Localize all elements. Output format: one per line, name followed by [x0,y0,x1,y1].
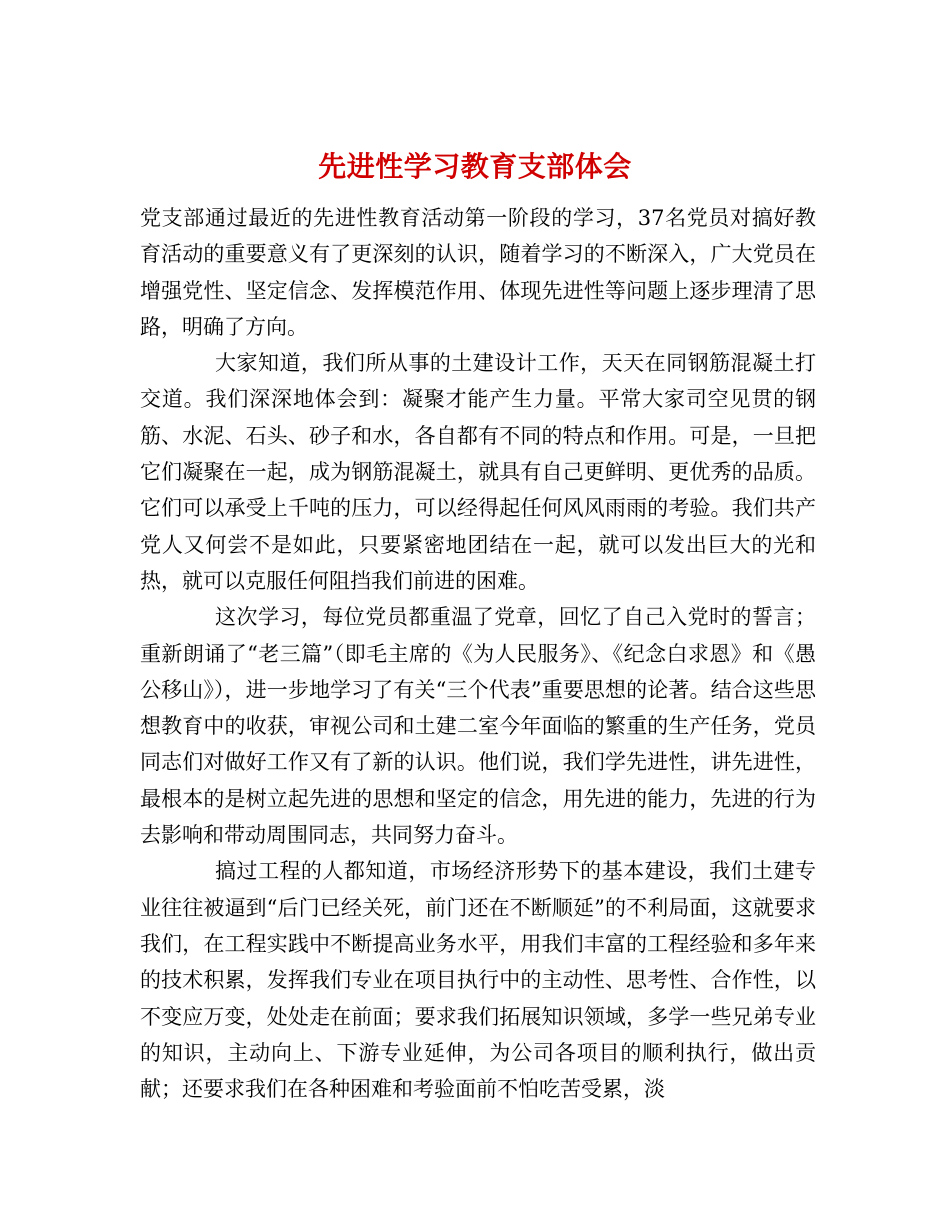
document-title: 先进性学习教育支部体会 [318,149,632,183]
paragraph-4: 搞过工程的人都知道，市场经济形势下的基本建设，我们土建专业往往被逼到“后门已经关死，前门还在不断顺延”的不利局面，这就要求我们，在工程实践中不断提高业务水平，用我们丰富的工程经验和多年来的技术积累，发挥我们专业在项目执行中的主动性、思考性、合作性，以不变应万变，处处走在前面；要求我们拓展知识领域，多学一些兄弟专业的知识，主动向上、下游专业延伸，为公司各项目的顺利执行，做出贡献；还要求我们在各种困难和考验面前不怕吃苦受累，淡 [140,859,816,1102]
paragraph-1: 党支部通过最近的先进性教育活动第一阶段的学习，37名党员对搞好教育活动的重要意义有了更深刻的认识，随着学习的不断深入，广大党员在增强党性、坚定信念、发挥模范作用、体现先进性等问题上逐步理清了思路，明确了方向。 [140,206,816,339]
paragraph-2: 大家知道，我们所从事的土建设计工作，天天在同钢筋混凝土打交道。我们深深地体会到：凝聚才能产生力量。平常大家司空见贯的钢筋、水泥、石头、砂子和水，各自都有不同的特点和作用。可是，一旦把它们凝聚在一起，成为钢筋混凝土，就具有自己更鲜明、更优秀的品质。它们可以承受上千吨的压力，可以经得起任何风风雨雨的考验。我们共产党人又何尝不是如此，只要紧密地团结在一起，就可以发出巨大的光和热，就可以克服任何阻挡我们前进的困难。 [140,351,816,593]
document-body [140,200,816,1107]
paragraph-3: 这次学习，每位党员都重温了党章，回忆了自己入党时的誓言；重新朗诵了“老三篇”（即毛主席的《为人民服务》、《纪念白求恩》和《愚公移山》），进一步地学习了有关“三个代表”重要思想的论著。结合这些思想教育中的收获，审视公司和土建二室今年面临的繁重的生产任务，党员同志们对做好工作又有了新的认识。他们说，我们学先进性，讲先进性，最根本的是树立起先进的思想和坚定的信念，用先进的能力，先进的行为去影响和带动周围同志，共同努力奋斗。 [140,605,816,848]
